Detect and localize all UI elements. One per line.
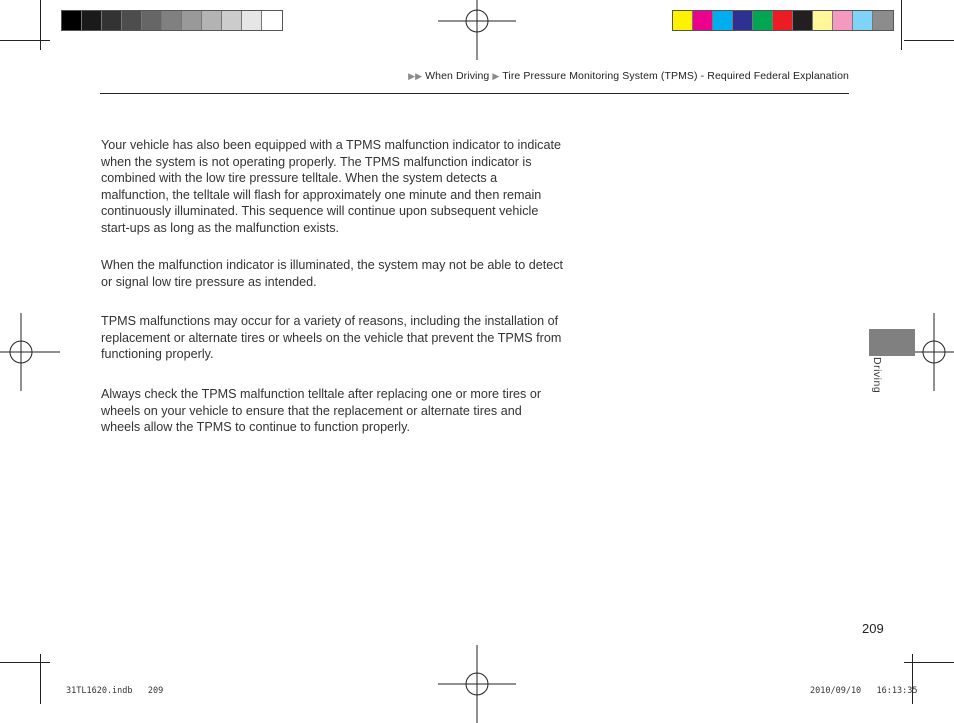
process-swatch-3 <box>713 11 733 30</box>
grayscale-swatch-7 <box>182 11 202 30</box>
slug-file <box>66 686 163 696</box>
header-rule <box>100 93 849 94</box>
registration-mark-left-icon <box>0 313 60 391</box>
process-swatch-9 <box>833 11 853 30</box>
process-swatch-5 <box>753 11 773 30</box>
process-swatch-7 <box>793 11 813 30</box>
slug-timestamp <box>810 686 918 696</box>
process-swatch-11 <box>873 11 893 30</box>
process-swatch-8 <box>813 11 833 30</box>
grayscale-swatch-10 <box>242 11 262 30</box>
section-tab-label: Driving <box>871 357 883 394</box>
grayscale-swatch-6 <box>162 11 182 30</box>
slug-time: 16:13:35 <box>876 686 918 696</box>
page-number: 209 <box>862 621 884 636</box>
body-paragraph-4: Always check the TPMS malfunction telltale after replacing one or more tires or wheels on your vehicle to ensure that the replacement or alternate tires and wheels allow the TPMS to continue to function properly. <box>101 387 542 434</box>
grayscale-color-bar <box>61 10 283 31</box>
registration-mark-top-icon <box>438 0 516 60</box>
grayscale-swatch-4 <box>122 11 142 30</box>
process-swatch-2 <box>693 11 713 30</box>
process-swatch-6 <box>773 11 793 30</box>
grayscale-swatch-9 <box>222 11 242 30</box>
body-paragraph-1: Your vehicle has also been equipped with a TPMS malfunction indicator to indicate when the system is not operating properly. The TPMS malfunction indicator is combined with the low tire pressure telltale. When the system detects a malfunction, the telltale will flash for approximately one minute and then remain continuously illuminated. This sequence will continue upon subsequent vehicle start-ups as long as the malfunction exists. <box>101 138 561 235</box>
breadcrumb <box>408 70 849 82</box>
grayscale-swatch-8 <box>202 11 222 30</box>
grayscale-swatch-1 <box>62 11 82 30</box>
body-paragraph-3: TPMS malfunctions may occur for a variety of reasons, including the installation of replacement or alternate tires or wheels on the vehicle that prevent the TPMS from functioning properly. <box>101 314 562 361</box>
process-swatch-1 <box>673 11 693 30</box>
slug-page: 209 <box>147 686 164 696</box>
breadcrumb-marker-icon: ▶▶ <box>408 71 423 81</box>
grayscale-swatch-2 <box>82 11 102 30</box>
section-tab <box>869 329 915 356</box>
breadcrumb-section: When Driving <box>425 70 490 82</box>
grayscale-swatch-5 <box>142 11 162 30</box>
breadcrumb-topic: Tire Pressure Monitoring System (TPMS) - Required Federal Explanation <box>502 70 849 82</box>
slug-date: 2010/09/10 <box>810 686 862 696</box>
grayscale-swatch-11 <box>262 11 282 30</box>
body-paragraph-2: When the malfunction indicator is illuminated, the system may not be able to detect or signal low tire pressure as intended. <box>101 258 564 289</box>
process-swatch-4 <box>733 11 753 30</box>
grayscale-swatch-3 <box>102 11 122 30</box>
slug-file-name: 31TL1620.indb <box>66 686 133 696</box>
registration-mark-bottom-icon <box>438 645 516 723</box>
process-color-bar <box>672 10 894 31</box>
process-swatch-10 <box>853 11 873 30</box>
breadcrumb-separator-icon: ▶ <box>492 71 500 81</box>
